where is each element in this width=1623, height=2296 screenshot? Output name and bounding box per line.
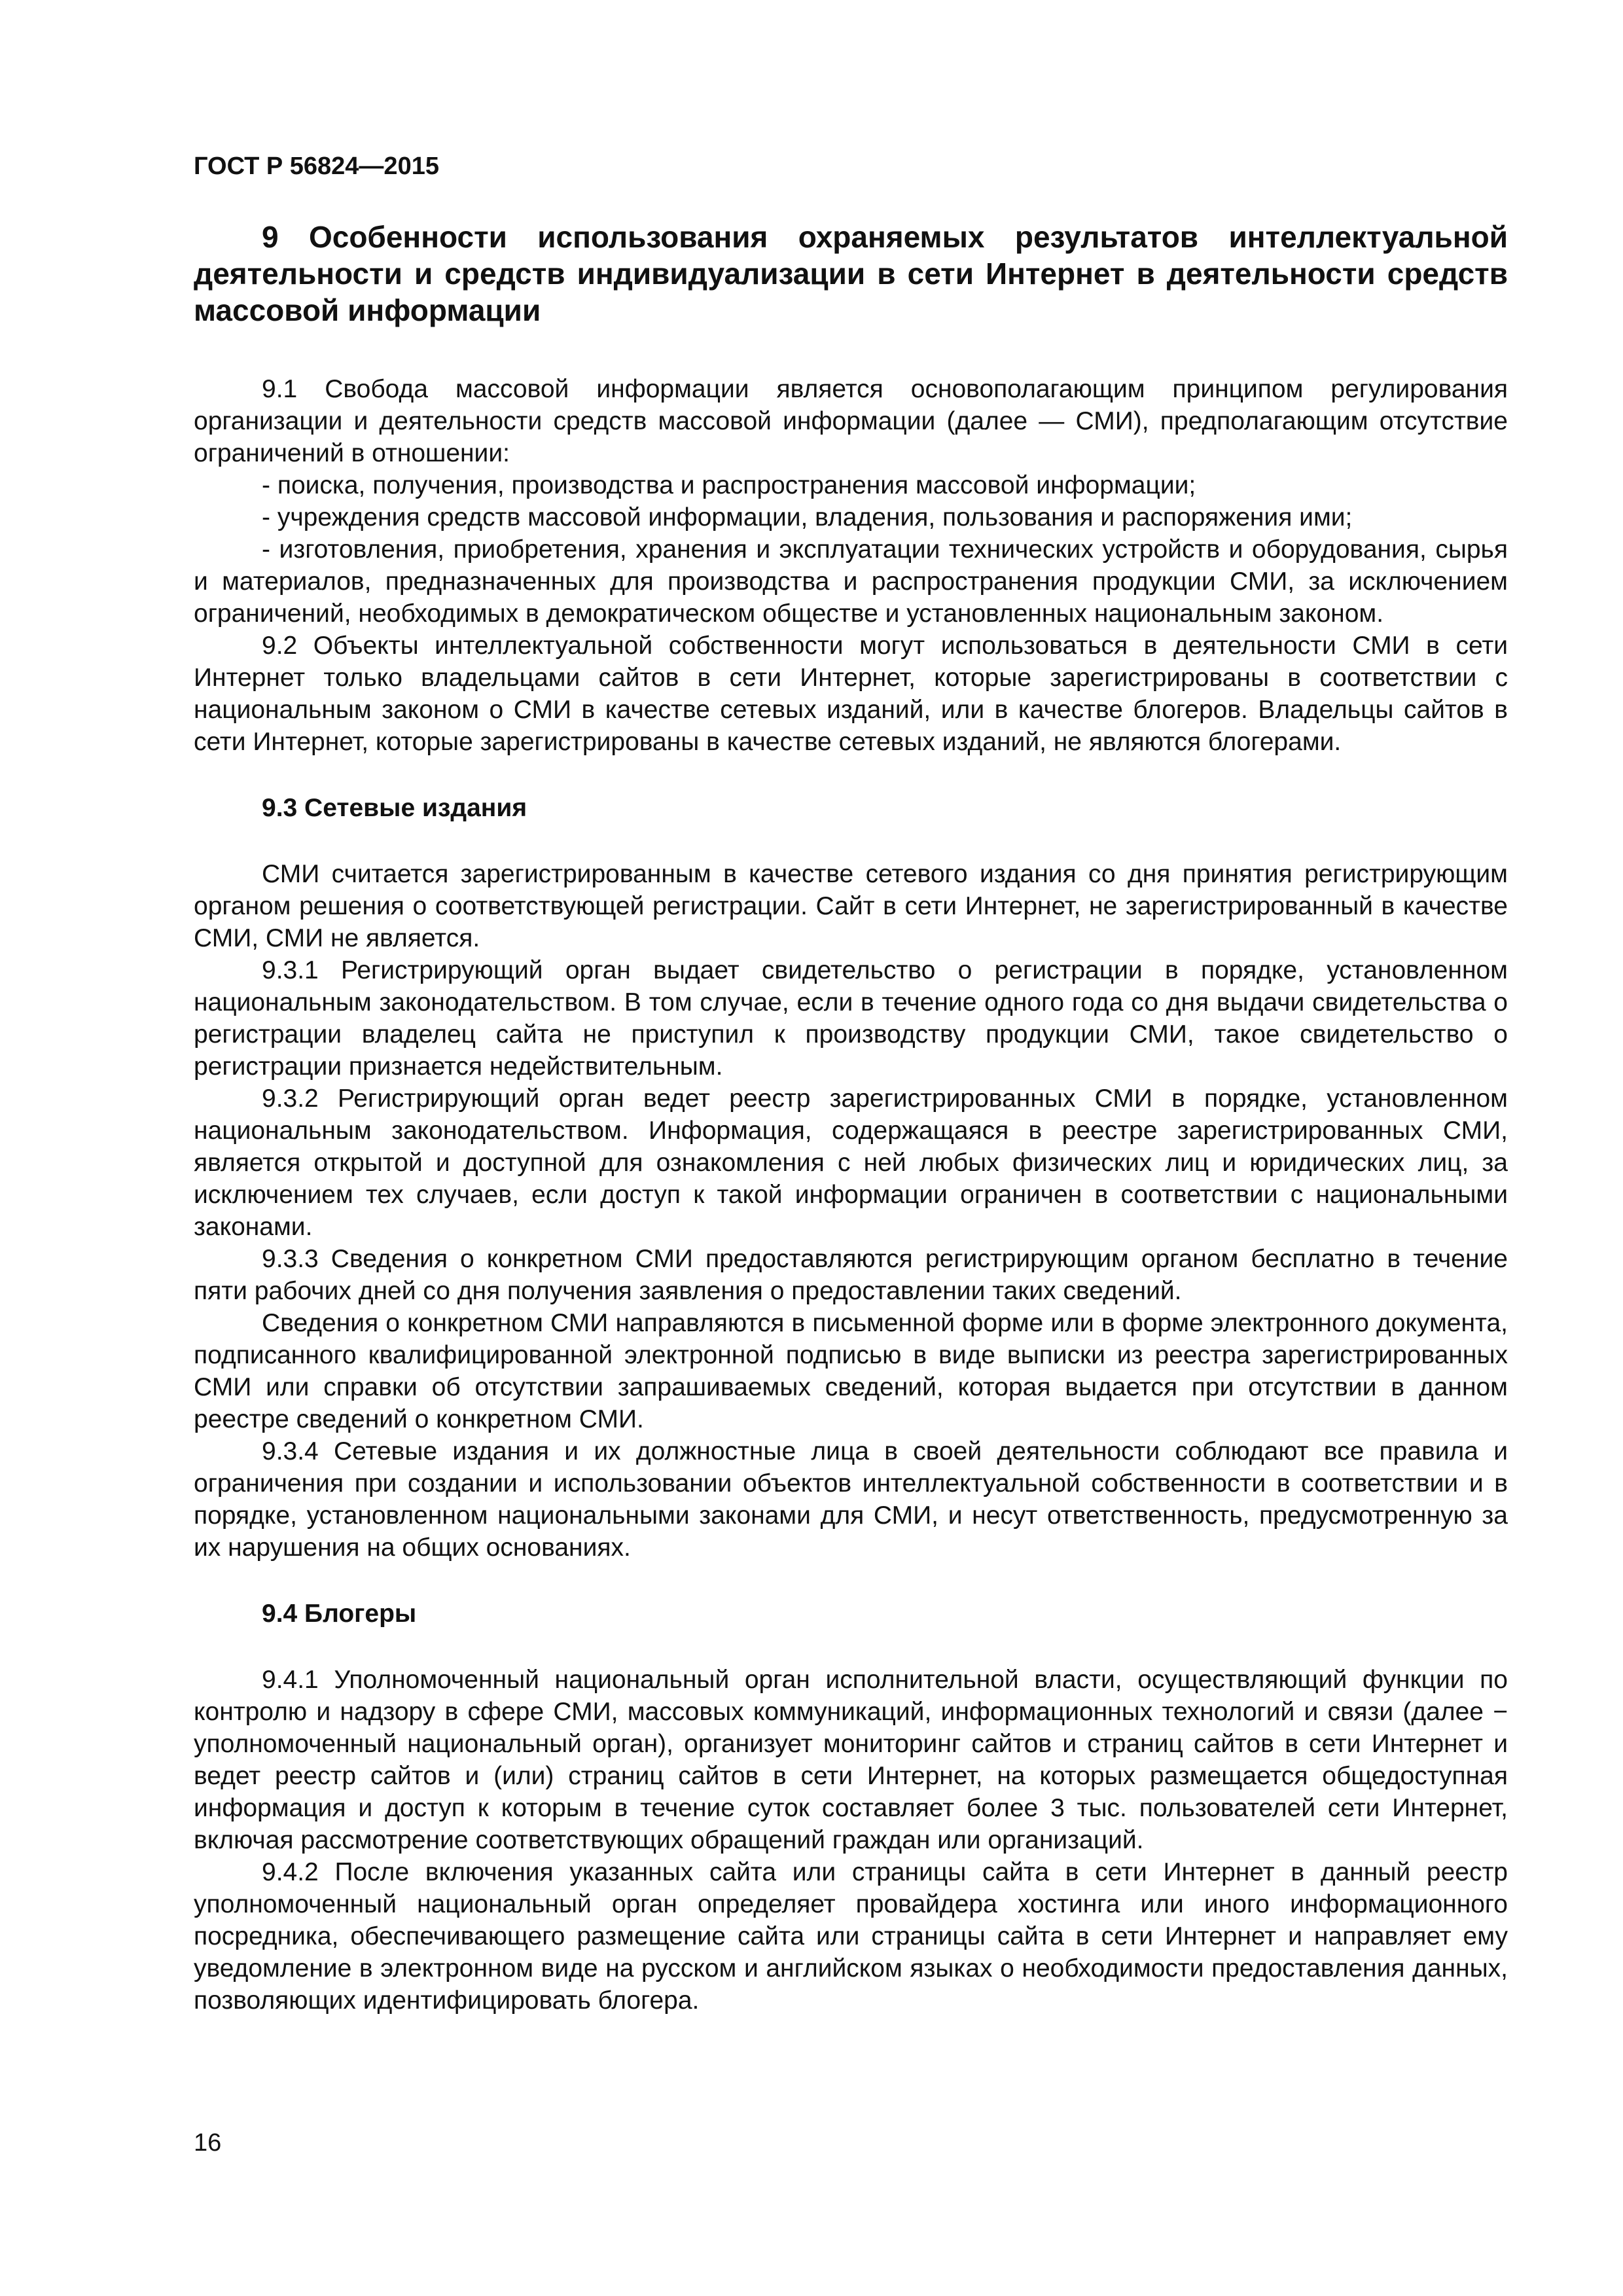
paragraph-9-3-3: 9.3.3 Сведения о конкретном СМИ предоставляются регистрирующим органом бесплатно в течение пяти рабочих дней со дня получения заявления о предоставлении таких сведений.	[194, 1245, 1508, 1305]
paragraph-9-3-3-continued: Сведения о конкретном СМИ направляются в письменной форме или в форме электронного документа, подписанного квалифицированной электронной подписью в виде выписки из реестра зарегистрированных СМИ или справки об отсутствии запрашиваемых сведений, которая выдается при отсутствии в данном реестре сведений о конкретном СМИ.	[194, 1309, 1508, 1433]
subsection-title-9-3: 9.3 Сетевые издания	[262, 794, 527, 822]
list-item: - поиска, получения, производства и распространения массовой информации;	[262, 471, 1196, 499]
list-item: - изготовления, приобретения, хранения и эксплуатации технических устройств и оборудования, сырья и материалов, предназначенных для производства и распространения продукции СМИ, за исключением ограничений, необходимых в демократическом обществе и установленных национальным законом.	[194, 535, 1508, 628]
paragraph-9-3-intro: СМИ считается зарегистрированным в качестве сетевого издания со дня принятия регистрирующим органом решения о соответствующей регистрации. Сайт в сети Интернет, не зарегистрированный в качестве СМИ, СМИ не является.	[194, 860, 1508, 952]
section-title	[194, 219, 1508, 329]
section-title-text: 9 Особенности использования охраняемых результатов интеллектуальной деятельности и средств индивидуализации в сети Интернет в деятельности средств массовой информации	[194, 220, 1508, 327]
paragraph-9-3-2: 9.3.2 Регистрирующий орган ведет реестр зарегистрированных СМИ в порядке, установленном национальным законодательством. Информация, содержащаяся в реестре зарегистрированных СМИ, является открытой и доступной для ознакомления с ней любых физических лиц и юридических лиц, за исключением тех случаев, если доступ к такой информации ограничен в соответствии с национальными законами.	[194, 1085, 1508, 1241]
paragraph-9-4-2: 9.4.2 После включения указанных сайта или страницы сайта в сети Интернет в данный реестр уполномоченный национальный орган определяет провайдера хостинга или иного информационного посредника, обеспечивающего размещение сайта или страницы сайта в сети Интернет и направляет ему уведомление в электронном виде на русском и английском языках о необходимости предоставления данных, позволяющих идентифицировать блогера.	[194, 1858, 1508, 2015]
paragraph-9-3-1: 9.3.1 Регистрирующий орган выдает свидетельство о регистрации в порядке, установленном национальным законодательством. В том случае, если в течение одного года со дня выдачи свидетельства о регистрации владелец сайта не приступил к производству продукции СМИ, такое свидетельство о регистрации признается недействительным.	[194, 956, 1508, 1081]
paragraph-9-2: 9.2 Объекты интеллектуальной собственности могут использоваться в деятельности СМИ в сети Интернет только владельцами сайтов в сети Интернет, которые зарегистрированы в соответствии с национальным законом о СМИ в качестве сетевых изданий, или в качестве блогеров. Владельцы сайтов в сети Интернет, которые зарегистрированы в качестве сетевых изданий, не являются блогерами.	[194, 632, 1508, 756]
page-content	[194, 151, 1508, 2017]
paragraph-9-4-1: 9.4.1 Уполномоченный национальный орган исполнительной власти, осуществляющий функции по контролю и надзору в сфере СМИ, массовых коммуникаций, информационных технологий и связи (далее − уполномоченный национальный орган), организует мониторинг сайтов и страниц сайтов в сети Интернет и ведет реестр сайтов и (или) страниц сайтов в сети Интернет, на которых размещается общедоступная информация и доступ к которым в течение суток составляет более 3 тыс. пользователей сети Интернет, включая рассмотрение соответствующих обращений граждан или организаций.	[194, 1666, 1508, 1854]
list-item: - учреждения средств массовой информации, владения, пользования и распоряжения ими;	[262, 503, 1353, 531]
subsection-title-9-4: 9.4 Блогеры	[262, 1600, 417, 1628]
paragraph-9-3-4: 9.3.4 Сетевые издания и их должностные лица в своей деятельности соблюдают все правила и ограничения при создании и использовании объектов интеллектуальной собственности в соответствии и в порядке, установленном национальными законами для СМИ, и несут ответственность, предусмотренную за их нарушения на общих основаниях.	[194, 1437, 1508, 1562]
paragraph-9-1: 9.1 Свобода массовой информации является основополагающим принципом регулирования организации и деятельности средств массовой информации (далее — СМИ), предполагающим отсутствие ограничений в отношении:	[194, 375, 1508, 467]
document-code: ГОСТ Р 56824—2015	[194, 152, 439, 180]
page-number: 16	[194, 2129, 222, 2157]
